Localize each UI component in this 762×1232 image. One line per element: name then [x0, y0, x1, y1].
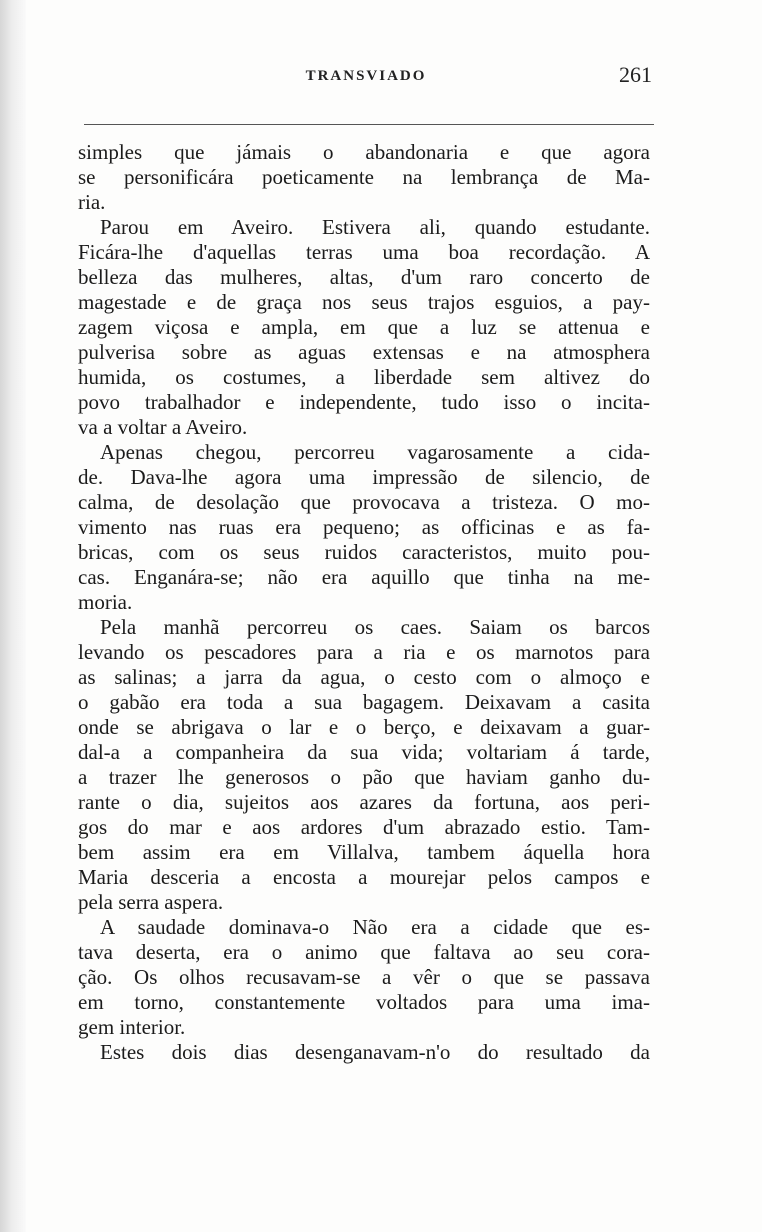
text-line: a trazer lhe generosos o pão que haviam ganho du-: [78, 765, 650, 789]
text-line: as salinas; a jarra da agua, o cesto com o almoço e: [78, 665, 650, 689]
text-line: humida, os costumes, a liberdade sem altivez do: [78, 365, 650, 389]
running-title: TRANSVIADO: [305, 68, 427, 84]
text-line: bricas, com os seus ruidos caracteristos, muito pou-: [78, 540, 650, 564]
page-number: 261: [619, 62, 652, 87]
text-line: gos do mar e aos ardores d'um abrazado estio. Tam-: [78, 815, 650, 839]
text-line: o gabão era toda a sua bagagem. Deixavam a casita: [78, 690, 650, 714]
text-line: cas. Enganára-se; não era aquillo que tinha na me-: [78, 565, 650, 589]
page-spine-shadow: [0, 0, 26, 1232]
text-line: levando os pescadores para a ria e os marnotos para: [78, 640, 650, 664]
text-line: simples que jámais o abandonaria e que agora: [78, 140, 650, 164]
text-line: pulverisa sobre as aguas extensas e na atmosphera: [78, 340, 650, 364]
text-line: A saudade dominava-o Não era a cidade que es-: [100, 915, 650, 939]
text-line: pela serra aspera.: [78, 890, 224, 914]
text-line: bem assim era em Villalva, tambem áquella hora: [78, 840, 650, 864]
text-line: Apenas chegou, percorreu vagarosamente a cida-: [100, 440, 650, 464]
text-line: em torno, constantemente voltados para uma ima-: [78, 990, 650, 1014]
text-line: Pela manhã percorreu os caes. Saiam os barcos: [100, 615, 650, 639]
text-line: de. Dava-lhe agora uma impressão de silencio, de: [78, 465, 650, 489]
text-line: belleza das mulheres, altas, d'um raro concerto de: [78, 265, 650, 289]
text-line: onde se abrigava o lar e o berço, e deixavam a guar-: [78, 715, 650, 739]
page-header: [80, 62, 652, 96]
text-line: ção. Os olhos recusavam-se a vêr o que se passava: [78, 965, 650, 989]
text-line: moria.: [78, 590, 133, 614]
text-line: magestade e de graça nos seus trajos esguios, a pay-: [78, 290, 650, 314]
text-line: Maria desceria a encosta a mourejar pelos campos e: [78, 865, 650, 889]
text-line: calma, de desolação que provocava a tristeza. O mo-: [78, 490, 650, 514]
text-line: Estes dois dias desenganavam-n'o do resultado da: [100, 1040, 650, 1064]
text-line: Ficára-lhe d'aquellas terras uma boa recordação. A: [78, 240, 650, 264]
text-line: povo trabalhador e independente, tudo isso o incita-: [78, 390, 650, 414]
text-line: tava deserta, era o animo que faltava ao seu cora-: [78, 940, 650, 964]
text-line: va a voltar a Aveiro.: [78, 415, 248, 439]
text-line: zagem viçosa e ampla, em que a luz se attenua e: [78, 315, 650, 339]
text-line: gem interior.: [78, 1015, 186, 1039]
text-line: Parou em Aveiro. Estivera ali, quando estudante.: [100, 215, 650, 239]
text-line: rante o dia, sujeitos aos azares da fortuna, aos peri-: [78, 790, 650, 814]
text-line: vimento nas ruas era pequeno; as officinas e as fa-: [78, 515, 650, 539]
text-line: dal-a a companheira da sua vida; voltariam á tarde,: [78, 740, 650, 764]
text-line: se personificára poeticamente na lembrança de Ma-: [78, 165, 650, 189]
header-rule: [84, 124, 654, 125]
text-line: ria.: [78, 190, 106, 214]
body-text: [78, 140, 650, 1065]
